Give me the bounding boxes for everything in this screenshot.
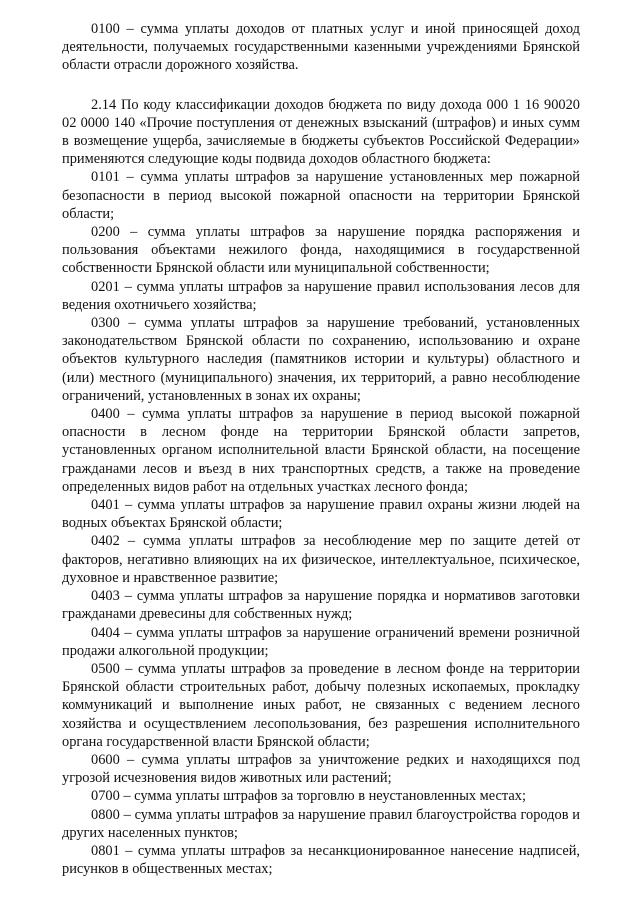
paragraph-code-0201: 0201 – сумма уплаты штрафов за нарушение правил использования лесов для ведения охотничьего хозяйства;: [62, 278, 580, 313]
paragraph-code-0404: 0404 – сумма уплаты штрафов за нарушение ограничений времени розничной продажи алкогольной продукции;: [62, 624, 580, 659]
paragraph-code-0500: 0500 – сумма уплаты штрафов за проведение в лесном фонде на территории Брянской области строительных работ, добычу полезных ископаемых, прокладку коммуникаций и выполнение иных работ, не связанных с ведением лесного хозяйства и осуществлением лесопользования, без разрешения исполнительного органа государственной власти Брянской области;: [62, 660, 580, 750]
paragraph-code-0401: 0401 – сумма уплаты штрафов за нарушение правил охраны жизни людей на водных объектах Брянской области;: [62, 497, 580, 532]
paragraph-code-0800: 0800 – сумма уплаты штрафов за нарушение правил благоустройства городов и других населенных пунктов;: [62, 806, 580, 841]
paragraph-code-0402: 0402 – сумма уплаты штрафов за несоблюдение мер по защите детей от факторов, негативно влияющих на их физическое, интеллектуальное, психическое, духовное и нравственное развитие;: [62, 533, 580, 586]
paragraph-code-0600: 0600 – сумма уплаты штрафов за уничтожение редких и находящихся под угрозой исчезновения видов животных или растений;: [62, 751, 580, 787]
paragraph-code-0100: 0100 – сумма уплаты доходов от платных услуг и иной приносящей доход деятельности, получаемых государственными казенными учреждениями Брянской области отрасли дорожного хозяйства.: [62, 21, 580, 74]
document-page: [62, 20, 580, 878]
paragraph-code-0200: 0200 – сумма уплаты штрафов за нарушение порядка распоряжения и пользования объектами нежилого фонда, находящимися в государственной собственности Брянской области или муниципальной собственности;: [62, 224, 580, 277]
paragraph-code-0101: 0101 – сумма уплаты штрафов за нарушение установленных мер пожарной безопасности в период высокой пожарной опасности на территории Брянской области;: [62, 169, 580, 222]
paragraph-code-0801: 0801 – сумма уплаты штрафов за несанкционированное нанесение надписей, рисунков в общественных местах;: [62, 842, 580, 878]
paragraph-code-0300: 0300 – сумма уплаты штрафов за нарушение требований, установленных законодательством Брянской области по сохранению, использованию и охране объектов культурного наследия (памятников истории и культуры) областного и (или) местного (муниципального) значения, их территорий, а равно несоблюдение ограничений, установленных в зонах их охраны;: [62, 315, 580, 404]
paragraph-section-2-14: 2.14 По коду классификации доходов бюджета по виду дохода 000 1 16 90020 02 0000 140 «Прочие поступления от денежных взысканий (штрафов) и иных сумм в возмещение ущерба, зачисляемые в бюджеты субъектов Российской Федерации» применяются следующие коды подвида доходов областного бюджета:: [62, 96, 580, 168]
paragraph-code-0403: 0403 – сумма уплаты штрафов за нарушение порядка и нормативов заготовки гражданами древесины для собственных нужд;: [62, 588, 580, 623]
paragraph-code-0700: 0700 – сумма уплаты штрафов за торговлю в неустановленных местах;: [91, 788, 526, 805]
paragraph-code-0400: 0400 – сумма уплаты штрафов за нарушение в период высокой пожарной опасности в лесном фонде на территории Брянской области запретов, установленных органом исполнительной власти Брянской области, на посещение гражданами лесов и въезд в них транспортных средств, а также на проведение определенных видов работ на отдельных участках лесного фонда;: [62, 406, 580, 495]
paragraph-gap: [62, 75, 580, 96]
